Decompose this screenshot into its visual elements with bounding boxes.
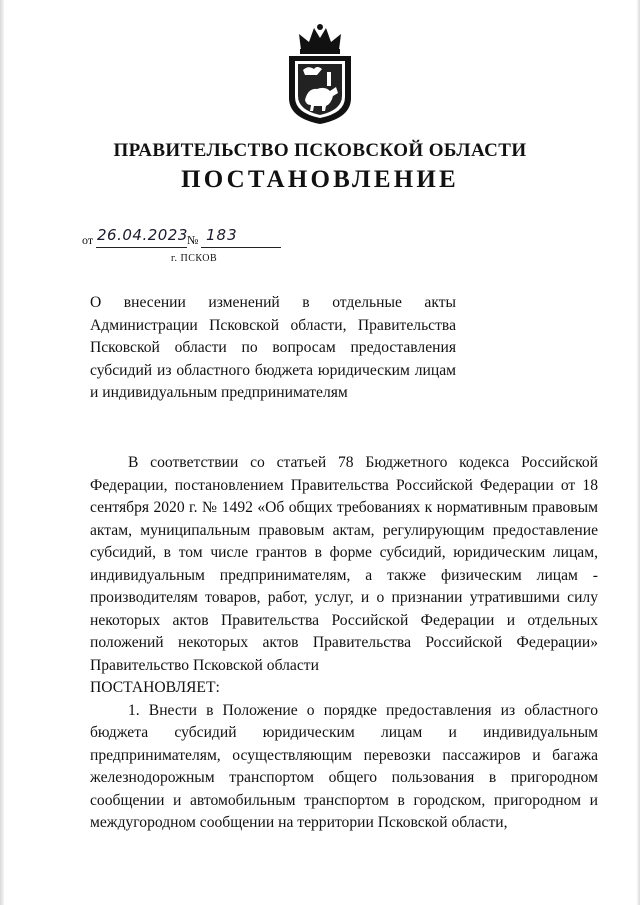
city-label: г. ПСКОВ — [171, 253, 218, 264]
resolves-line: ПОСТАНОВЛЯЕТ: — [90, 679, 220, 696]
government-title: ПРАВИТЕЛЬСТВО ПСКОВСКОЙ ОБЛАСТИ — [113, 140, 527, 161]
document-body — [90, 452, 598, 835]
date-prefix: от — [82, 233, 94, 247]
document-number: 183 — [206, 226, 238, 244]
document-date: 26.04.2023 — [97, 226, 188, 244]
preamble-paragraph: В соответствии со статьей 78 Бюджетного кодекса Российской Федерации, постановлением Правительства Российской Федерации от 18 сентября 2020 г. № 1492 «Об общих требованиях к нормативным правовым актам, муниципальным правовым актам, регулирующим предоставление субсидий, в том числе грантов в форме субсидий, юридическим лицам, индивидуальным предпринимателям, а также физическим лицам - производителям товаров, работ, услуг, и о признании утратившими силу некоторых актов Правительства Российской Федерации и отдельных положений некоторых актов Правительства Российской Федерации» Правительство Псковской области — [90, 454, 598, 674]
document-subject: О внесении изменений в отдельные акты Администрации Псковской области, Правительства Псковской области по вопросам предоставления субсидий из областного бюджета юридическим лицам и индивидуальным предпринимателям — [90, 294, 456, 402]
document-type-title: ПОСТАНОВЛЕНИЕ — [181, 166, 459, 193]
number-underline — [201, 247, 281, 248]
scan-edge-left — [0, 0, 4, 905]
pskov-coat-of-arms-icon — [281, 20, 359, 126]
date-underline — [96, 247, 187, 248]
item-1-paragraph: 1. Внести в Положение о порядке предоставления из областного бюджета субсидий юридическим лицам и индивидуальным предпринимателям, осуществляющим перевозки пассажиров и багажа железнодорожным транспортом общего пользования в пригородном сообщении и автомобильным транспортом в городском, пригородном и междугородном сообщении на территории Псковской области, — [90, 701, 598, 831]
date-number-row — [82, 226, 292, 250]
number-prefix: № — [187, 233, 199, 247]
